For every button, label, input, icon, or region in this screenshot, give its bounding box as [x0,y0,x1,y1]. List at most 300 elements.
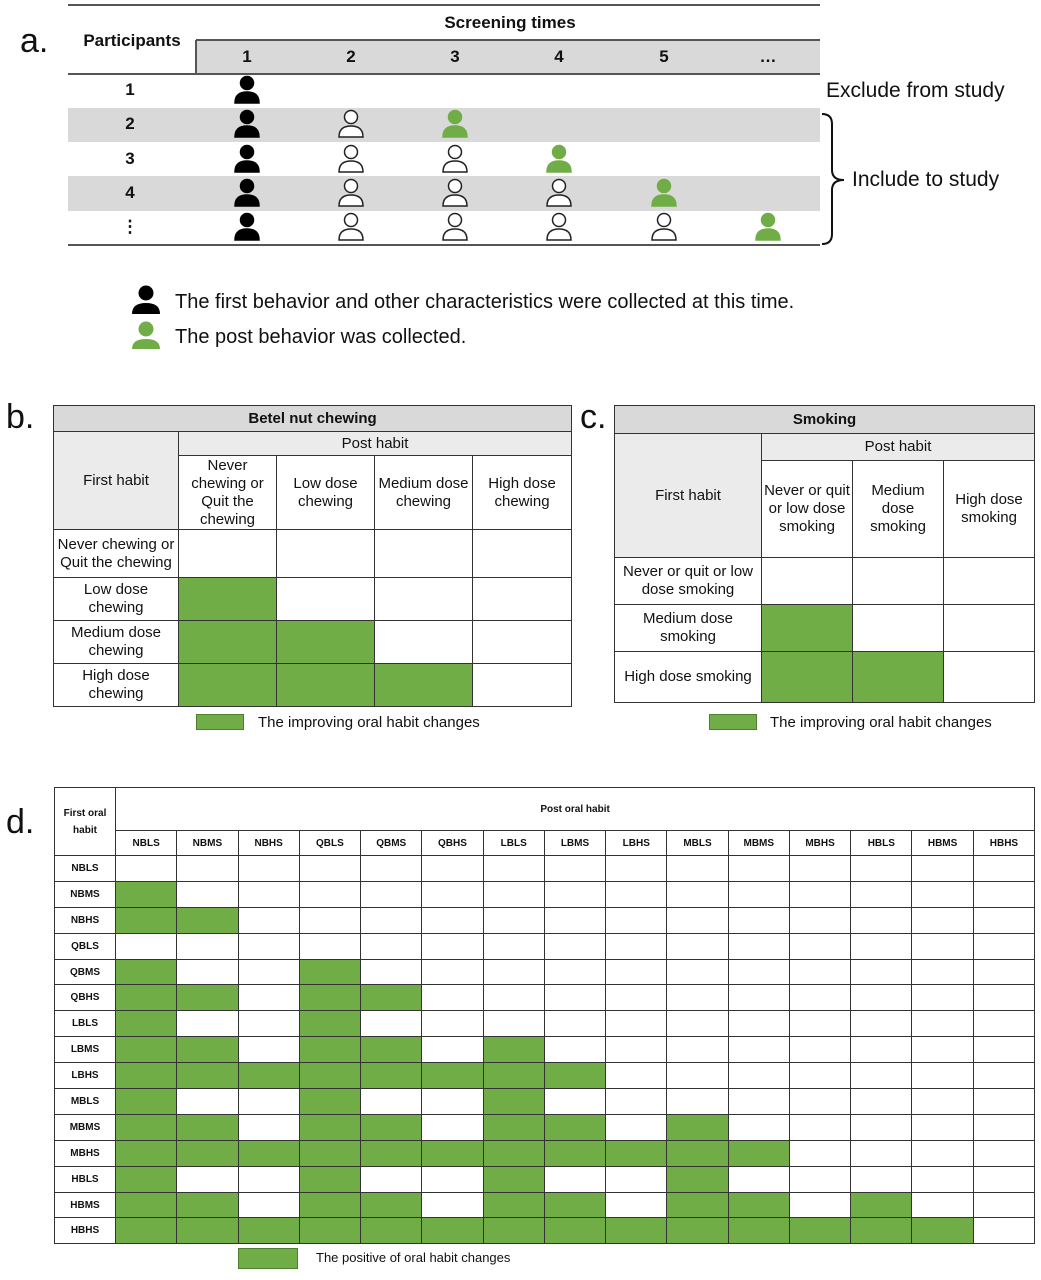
combined-positive-cell [177,907,238,933]
betel-cell [375,621,473,664]
combined-cell [361,1089,422,1115]
combined-positive-cell [483,1218,544,1244]
betel-cell [277,578,375,621]
combined-cell [422,933,483,959]
combined-cell [789,1037,850,1063]
combined-cell [544,985,605,1011]
combined-positive-cell [667,1140,728,1166]
combined-cell [238,959,299,985]
combined-cell [728,933,789,959]
combined-positive-cell [851,1218,912,1244]
combined-positive-cell [177,1140,238,1166]
exclude-label: Exclude from study [826,79,1005,102]
combined-column-header: LBMS [544,831,605,856]
combined-positive-cell [422,1218,483,1244]
combined-cell [422,907,483,933]
combined-post-header: Post oral habit [116,788,1035,831]
combined-positive-cell [299,1037,360,1063]
participant-icons [0,0,1041,260]
combined-cell [851,959,912,985]
combined-cell [789,933,850,959]
combined-row-header: HBHS [55,1218,116,1244]
combined-cell [483,985,544,1011]
combined-cell [973,1011,1034,1037]
combined-cell [483,1011,544,1037]
combined-column-header: NBMS [177,831,238,856]
combined-positive-cell [912,1218,973,1244]
combined-column-header: QBMS [361,831,422,856]
combined-positive-cell [483,1140,544,1166]
combined-cell [544,933,605,959]
betel-column-header: High dose chewing [473,456,572,530]
combined-row-header: NBHS [55,907,116,933]
combined-cell [789,1063,850,1089]
betel-improving-cell [179,621,277,664]
combined-cell [483,933,544,959]
combined-cell [851,1011,912,1037]
screened-person-icon [547,214,571,241]
betel-first-header: First habit [54,432,179,530]
betel-column-header: Never chewing or Quit the chewing [179,456,277,530]
combined-positive-cell [667,1218,728,1244]
betel-improving-cell [277,621,375,664]
combined-cell [973,1114,1034,1140]
combined-body [55,856,1035,1244]
betel-column-header: Medium dose chewing [375,456,473,530]
combined-cell [667,1063,728,1089]
betel-cell [473,621,572,664]
combined-legend-text: The positive of oral habit changes [316,1250,511,1265]
betel-cell [375,578,473,621]
betel-legend-text: The improving oral habit changes [258,714,480,731]
combined-cell [544,881,605,907]
combined-positive-cell [544,1114,605,1140]
time-label-2: 2 [346,47,356,66]
screened-person-icon [443,180,467,207]
combined-cell [238,1192,299,1218]
betel-row [54,664,572,707]
combined-cell [177,856,238,882]
legend-first-text: The first behavior and other characteristics were collected at this time. [175,291,795,313]
combined-cell [483,907,544,933]
combined-cell [177,933,238,959]
betel-row [54,578,572,621]
combined-legend-swatch [238,1248,298,1269]
combined-cell [299,881,360,907]
combined-cell [238,1089,299,1115]
combined-cell [789,959,850,985]
combined-cell [973,1192,1034,1218]
participant-label-3: 3 [125,149,135,168]
smoking-title: Smoking [615,406,1035,434]
combined-cell [361,856,422,882]
combined-cell [544,907,605,933]
smoking-row [615,605,1035,652]
betel-body [54,530,572,707]
panel-d-label: d. [6,803,35,841]
post-behavior-person-icon [652,180,676,207]
betel-row-header: High dose chewing [54,664,179,707]
legend-icons [128,284,164,354]
combined-cell [422,1037,483,1063]
betel-improving-cell [375,664,473,707]
screened-person-icon [443,146,467,173]
combined-row-header: QBHS [55,985,116,1011]
combined-cell [912,959,973,985]
combined-positive-cell [361,1063,422,1089]
post-behavior-person-icon [756,214,780,241]
combined-positive-cell [299,1089,360,1115]
combined-cell [851,1114,912,1140]
combined-positive-cell [422,1140,483,1166]
combined-positive-cell [299,1011,360,1037]
combined-positive-cell [728,1140,789,1166]
combined-positive-cell [177,1192,238,1218]
combined-row [55,881,1035,907]
combined-positive-cell [606,1140,667,1166]
combined-cell [973,1166,1034,1192]
screened-person-icon [652,214,676,241]
combined-cell [606,959,667,985]
combined-positive-cell [544,1192,605,1218]
combined-cell [973,881,1034,907]
combined-positive-cell [728,1192,789,1218]
combined-positive-cell [116,959,177,985]
time-label-5: 5 [659,47,669,66]
combined-positive-cell [299,1192,360,1218]
combined-positive-cell [606,1218,667,1244]
combined-cell [912,1192,973,1218]
combined-row-header: HBMS [55,1192,116,1218]
combined-positive-cell [483,1037,544,1063]
combined-cell [606,1089,667,1115]
combined-row-header: MBLS [55,1089,116,1115]
combined-row [55,1037,1035,1063]
combined-cell [177,881,238,907]
post-behavior-person-icon [443,111,467,138]
combined-cell [361,1011,422,1037]
combined-cell [177,1089,238,1115]
combined-row [55,1166,1035,1192]
combined-positive-cell [299,1166,360,1192]
combined-cell [361,1166,422,1192]
combined-cell [238,1011,299,1037]
combined-cell [912,1140,973,1166]
combined-column-header: NBLS [116,831,177,856]
screened-person-icon [339,214,363,241]
smoking-cell [944,652,1035,703]
combined-cell [422,1011,483,1037]
smoking-legend-text: The improving oral habit changes [770,714,992,731]
combined-cell [851,1037,912,1063]
combined-positive-cell [728,1218,789,1244]
combined-positive-cell [299,985,360,1011]
participants-header: Participants [83,31,181,50]
combined-cell [851,1140,912,1166]
combined-table [54,787,1035,1244]
combined-positive-cell [789,1218,850,1244]
combined-cell [973,907,1034,933]
betel-row-header: Never chewing or Quit the chewing [54,530,179,578]
combined-positive-cell [483,1114,544,1140]
combined-positive-cell [116,1192,177,1218]
combined-cell [912,985,973,1011]
combined-positive-cell [544,1140,605,1166]
combined-positive-cell [361,1037,422,1063]
smoking-improving-cell [762,605,853,652]
combined-cell [851,985,912,1011]
screened-person-icon [339,146,363,173]
combined-cell [973,933,1034,959]
combined-column-header: NBHS [238,831,299,856]
combined-positive-cell [116,1089,177,1115]
smoking-cell [944,605,1035,652]
participant-label-2: 2 [125,114,135,133]
combined-cell [299,907,360,933]
combined-positive-cell [422,1063,483,1089]
combined-row [55,1063,1035,1089]
smoking-cell [853,605,944,652]
combined-positive-cell [851,1192,912,1218]
combined-positive-cell [483,1166,544,1192]
betel-legend-swatch [196,714,244,730]
combined-row [55,933,1035,959]
combined-cell [361,907,422,933]
combined-cell [116,933,177,959]
time-label-1: 1 [242,47,252,66]
combined-cell [238,1114,299,1140]
smoking-row [615,652,1035,703]
combined-cell [973,1063,1034,1089]
combined-positive-cell [116,881,177,907]
combined-cell [361,959,422,985]
combined-cell [912,933,973,959]
combined-cell [177,1166,238,1192]
combined-row [55,1114,1035,1140]
combined-cell [422,1089,483,1115]
combined-cell [667,881,728,907]
panel-a-label: a. [20,22,49,60]
combined-cell [667,985,728,1011]
combined-cell [299,933,360,959]
combined-cell [728,959,789,985]
panel-a [0,0,1041,360]
screened-person-icon [547,180,571,207]
combined-positive-cell [116,1037,177,1063]
combined-cell [422,881,483,907]
combined-positive-cell [177,1218,238,1244]
combined-row-header: QBLS [55,933,116,959]
smoking-row-header: High dose smoking [615,652,762,703]
combined-cell [912,1037,973,1063]
combined-positive-cell [667,1166,728,1192]
screened-person-icon [443,214,467,241]
betel-row [54,530,572,578]
combined-positive-cell [299,1063,360,1089]
combined-cell [483,881,544,907]
combined-cell [177,959,238,985]
combined-column-header: HBMS [912,831,973,856]
combined-cell [789,1192,850,1218]
combined-cell [606,1063,667,1089]
combined-cell [667,907,728,933]
combined-cell [728,985,789,1011]
combined-row [55,1192,1035,1218]
combined-column-header: LBHS [606,831,667,856]
combined-column-header: HBLS [851,831,912,856]
include-label: Include to study [852,168,1000,191]
combined-cell [728,1037,789,1063]
combined-cell [728,907,789,933]
first-behavior-person-icon [235,214,259,241]
smoking-column-header: Medium dose smoking [853,461,944,558]
combined-cell [728,1063,789,1089]
combined-cell [544,1166,605,1192]
combined-cell [238,985,299,1011]
combined-cell [422,985,483,1011]
combined-cell [422,1114,483,1140]
combined-cell [973,1089,1034,1115]
combined-row-header: NBMS [55,881,116,907]
screened-person-icon [339,180,363,207]
betel-improving-cell [277,664,375,707]
betel-cell [375,530,473,578]
combined-cell [422,856,483,882]
betel-row-header: Medium dose chewing [54,621,179,664]
combined-row-header: HBLS [55,1166,116,1192]
smoking-table [614,405,1035,703]
combined-cell [728,1114,789,1140]
betel-cell [179,530,277,578]
combined-cell [238,907,299,933]
combined-cell [667,1011,728,1037]
combined-row [55,985,1035,1011]
combined-cell [912,907,973,933]
combined-cell [422,1166,483,1192]
smoking-row-header: Medium dose smoking [615,605,762,652]
combined-positive-cell [238,1140,299,1166]
time-label-4: 4 [554,47,564,66]
combined-cell [789,1140,850,1166]
combined-cell [606,1037,667,1063]
combined-cell [912,856,973,882]
combined-cell [606,1192,667,1218]
participant-label-4: 4 [125,183,135,202]
combined-cell [789,985,850,1011]
combined-cell [606,1114,667,1140]
combined-row-header: QBMS [55,959,116,985]
combined-positive-cell [116,1011,177,1037]
combined-cell [973,1037,1034,1063]
combined-cell [606,1011,667,1037]
combined-positive-cell [299,1114,360,1140]
combined-cell [544,856,605,882]
combined-positive-cell [299,1218,360,1244]
combined-cell [483,959,544,985]
smoking-post-header: Post habit [762,434,1035,461]
combined-row-header: MBMS [55,1114,116,1140]
combined-cell [667,959,728,985]
combined-cell [361,933,422,959]
combined-cell [789,881,850,907]
smoking-legend-swatch [709,714,757,730]
combined-column-header: MBLS [667,831,728,856]
combined-positive-cell [544,1218,605,1244]
combined-cell [544,1037,605,1063]
combined-positive-cell [116,1114,177,1140]
combined-cell [728,881,789,907]
combined-cell [728,1011,789,1037]
combined-positive-cell [483,1192,544,1218]
combined-cell [606,856,667,882]
combined-cell [728,1166,789,1192]
combined-positive-cell [667,1192,728,1218]
combined-positive-cell [177,985,238,1011]
combined-row-header: LBHS [55,1063,116,1089]
combined-row-header: NBLS [55,856,116,882]
time-label-3: 3 [450,47,460,66]
combined-cell [789,1166,850,1192]
combined-row-header: MBHS [55,1140,116,1166]
combined-cell [667,1037,728,1063]
combined-row [55,1140,1035,1166]
combined-cell [361,881,422,907]
combined-column-header: MBMS [728,831,789,856]
combined-cell [851,1166,912,1192]
time-label-6: … [759,47,777,66]
combined-cell [238,856,299,882]
combined-cell [973,856,1034,882]
combined-cell [973,1218,1034,1244]
combined-cell [544,1089,605,1115]
combined-positive-cell [361,985,422,1011]
combined-cell [667,856,728,882]
betel-cell [473,530,572,578]
combined-positive-cell [116,1218,177,1244]
combined-cell [544,1011,605,1037]
combined-cell [177,1011,238,1037]
combined-cell [851,1089,912,1115]
combined-cell [422,1192,483,1218]
combined-cell [238,933,299,959]
combined-positive-cell [116,1063,177,1089]
combined-positive-cell [238,1063,299,1089]
betel-post-header: Post habit [179,432,572,456]
combined-cell [667,1089,728,1115]
combined-cell [912,1063,973,1089]
smoking-column-header: Never or quit or low dose smoking [762,461,853,558]
first-behavior-person-icon [235,146,259,173]
combined-positive-cell [483,1063,544,1089]
screened-person-icon [339,111,363,138]
betel-title: Betel nut chewing [54,406,572,432]
combined-cell [606,881,667,907]
combined-positive-cell [361,1192,422,1218]
combined-positive-cell [483,1089,544,1115]
combined-positive-cell [361,1140,422,1166]
smoking-improving-cell [853,652,944,703]
combined-cell [728,1089,789,1115]
combined-cell [606,985,667,1011]
combined-cell [789,1114,850,1140]
combined-cell [912,1114,973,1140]
combined-column-header: HBHS [973,831,1034,856]
combined-cell [238,881,299,907]
combined-cell [789,1089,850,1115]
combined-positive-cell [299,1140,360,1166]
panel-b-label: b. [6,398,35,436]
smoking-column-header: High dose smoking [944,461,1035,558]
